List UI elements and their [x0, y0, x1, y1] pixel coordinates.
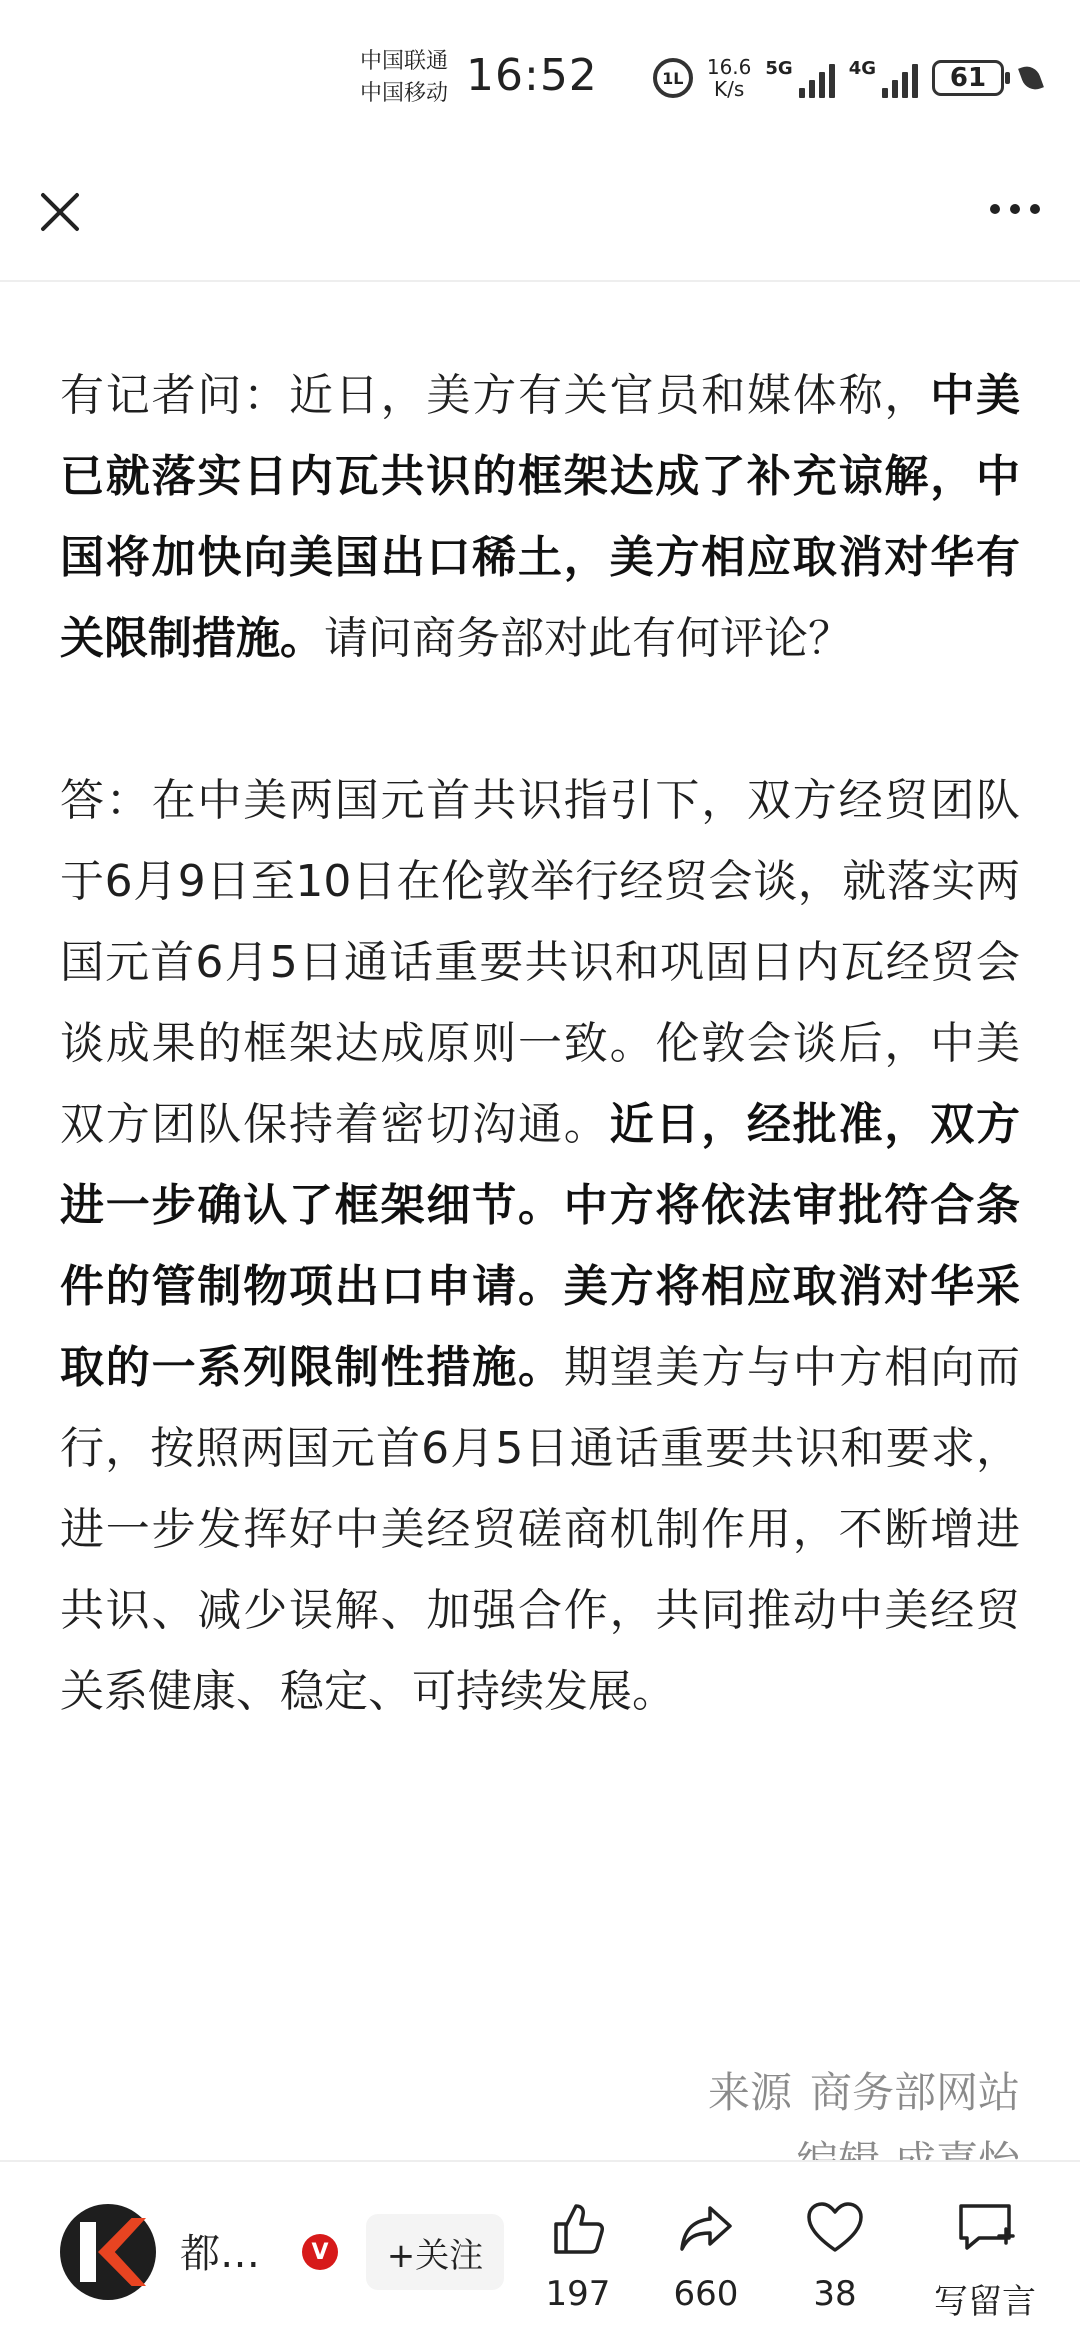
- thumbs-up-icon: [548, 2198, 608, 2258]
- carrier-2: 中国移动: [360, 81, 449, 106]
- question-intro: 有记者问：近日，美方有关官员和媒体称，: [60, 370, 931, 421]
- carrier-1: 中国联通: [360, 49, 449, 74]
- network-speed: [707, 56, 752, 100]
- heart-icon: [805, 2198, 865, 2258]
- share-button[interactable]: [651, 2198, 761, 2328]
- favorite-button[interactable]: [780, 2198, 890, 2328]
- favorite-count: 38: [813, 2274, 857, 2314]
- share-count: 660: [673, 2274, 739, 2314]
- answer-intro: 答：在中美两国元首共识指引下，双方经贸团队于6月9日至10日在伦敦举行经贸会谈，就落实两国元首6月5日通话重要共识和巩固日内瓦经贸会谈成果的框架达成原则一致。伦敦会谈后，中美双方团队保持着密切沟通。: [60, 775, 1020, 1150]
- account-avatar[interactable]: [60, 2204, 156, 2300]
- share-arrow-icon: [676, 2198, 736, 2258]
- signal-5g-tag: 5G: [765, 58, 793, 79]
- top-nav-bar: [0, 150, 1080, 282]
- article-editor-partial: [797, 2132, 1020, 2160]
- article-body: [60, 355, 1020, 1732]
- answer-end: 期望美方与中方相向而行，按照两国元首6月5日通话重要共识和要求，进一步发挥好中美经贸磋商机制作用，不断增进共识、减少误解、加强合作，共同推动中美经贸关系健康、稳定、可持续发展。: [60, 1342, 1021, 1717]
- article-paragraph-question: [60, 355, 1020, 679]
- status-icons: [653, 50, 1040, 106]
- signal-4g-icon: [849, 58, 918, 98]
- hd-call-icon: 1L: [653, 58, 693, 98]
- like-button[interactable]: [523, 2198, 633, 2328]
- battery-icon: 61: [932, 60, 1004, 96]
- avatar-logo-stem: [80, 2222, 96, 2282]
- status-clock: 16:52: [466, 50, 598, 101]
- write-comment-button[interactable]: [910, 2198, 1060, 2328]
- power-saving-leaf-icon: [1018, 63, 1044, 94]
- question-end: 请问商务部对此有何评论？: [324, 613, 852, 664]
- like-count: 197: [545, 2274, 611, 2314]
- write-comment-label: 写留言: [934, 2282, 1036, 2322]
- source-label: 来源: [707, 2068, 792, 2117]
- answer-highlight: 近日，经批准，双方进一步确认了框架细节。中方将依法审批符合条件的管制物项出口申请。美方将相应取消对华采取的一系列限制性措施。: [60, 1099, 1021, 1393]
- account-name[interactable]: 都…: [180, 2231, 260, 2277]
- more-options-icon[interactable]: [980, 194, 1050, 224]
- article-paragraph-answer: [60, 760, 1020, 1732]
- article-source: [708, 2060, 1020, 2120]
- signal-4g-tag: 4G: [848, 58, 876, 79]
- close-icon[interactable]: [30, 180, 90, 240]
- question-highlight: 中美已就落实日内瓦共识的框架达成了补充谅解，中国将加快向美国出口稀土，美方相应取消对华有关限制措施。: [60, 370, 1021, 664]
- status-bar: [0, 0, 1080, 150]
- comment-edit-icon: [953, 2198, 1017, 2258]
- avatar-logo-mark: [98, 2218, 146, 2286]
- carrier-labels: [360, 46, 448, 110]
- verified-badge-icon: V: [302, 2234, 338, 2270]
- follow-button[interactable]: +关注: [366, 2214, 504, 2290]
- signal-5g-icon: [765, 58, 834, 98]
- bottom-action-bar: [0, 2160, 1080, 2342]
- network-speed-value: 16.6: [706, 55, 752, 79]
- source-value: 商务部网站: [809, 2068, 1020, 2117]
- network-speed-unit: K/s: [713, 77, 745, 101]
